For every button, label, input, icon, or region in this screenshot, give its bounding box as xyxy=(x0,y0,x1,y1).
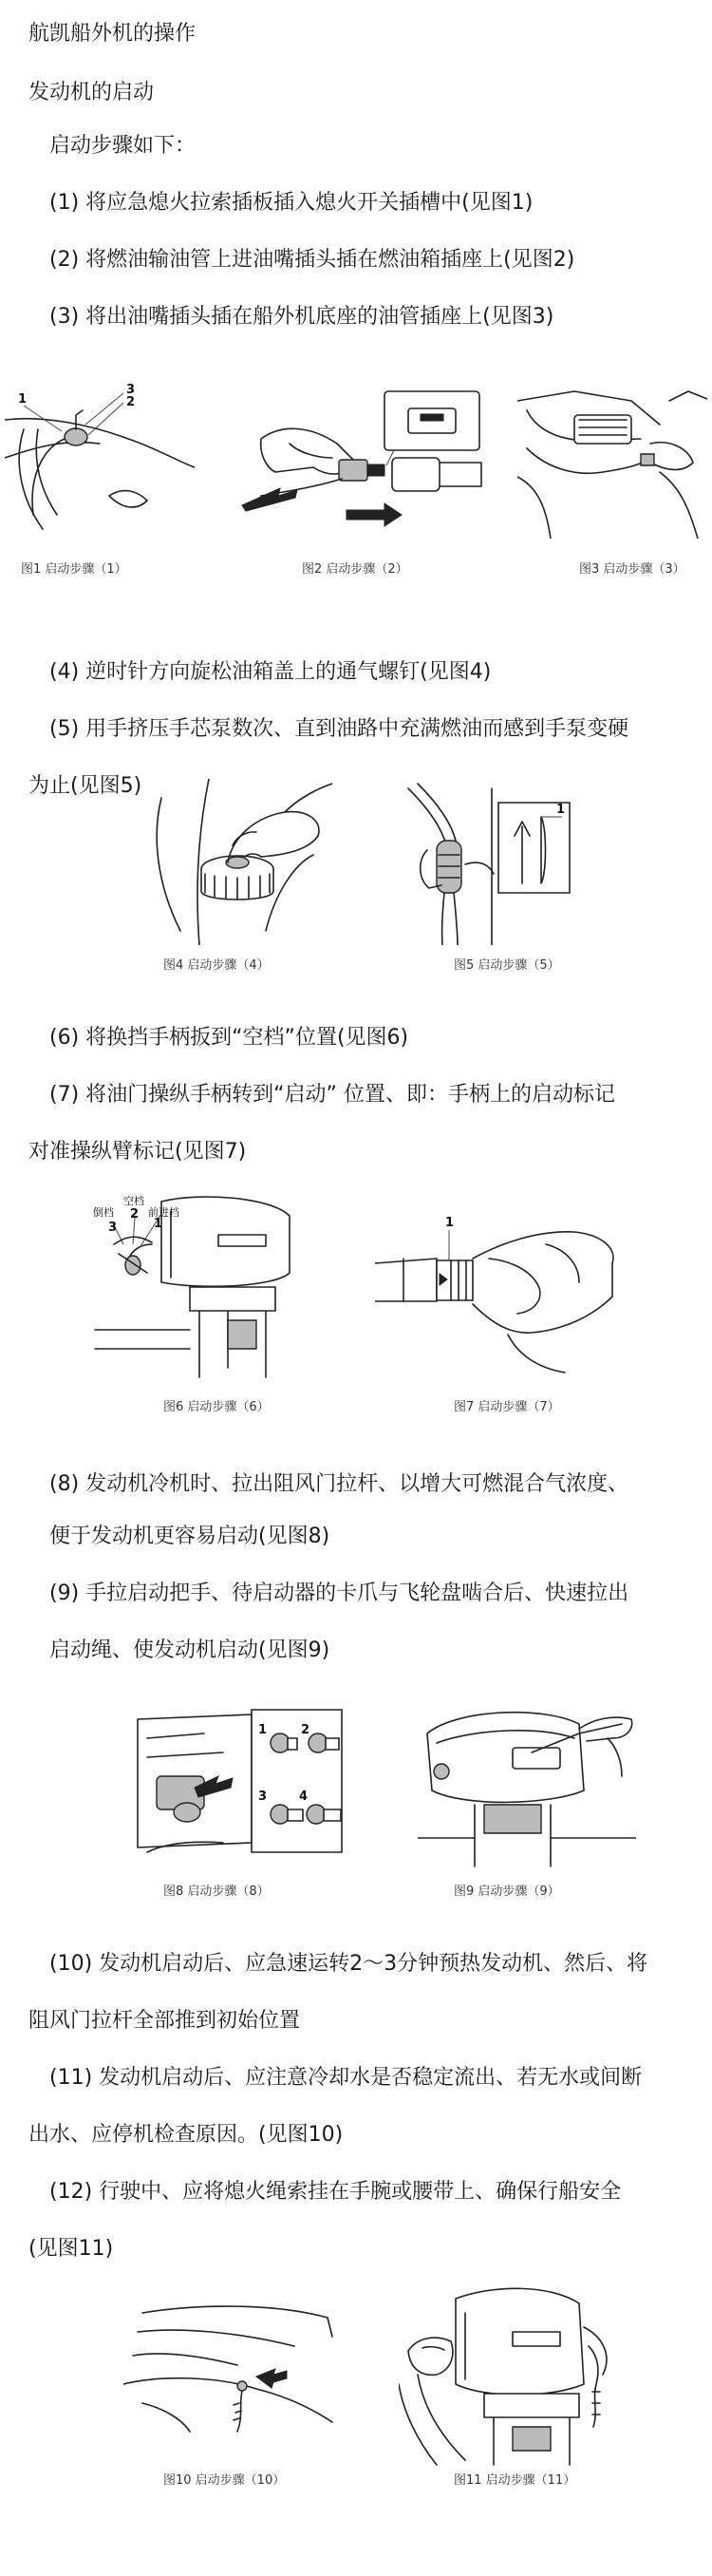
figure-7-illustration xyxy=(375,1192,622,1382)
fig7-label-1: 1 xyxy=(445,1216,455,1230)
fig6-label-neutral: 空档 xyxy=(123,1195,144,1207)
fig8-label-1: 1 xyxy=(258,1723,268,1737)
figure-1-caption: 图1 启动步骤（1） xyxy=(21,562,127,577)
figure-2-caption: 图2 启动步骤（2） xyxy=(302,562,408,577)
step-7: (7) 将油门操纵手柄转到“启动” 位置、即：手柄上的启动标记 xyxy=(49,1083,615,1107)
step-2: (2) 将燃油输油管上进油嘴插头插在燃油箱插座上(见图2) xyxy=(49,248,575,272)
figure-6-illustration xyxy=(85,1187,313,1387)
figure-9-illustration xyxy=(418,1695,636,1871)
step-11-continued: 出水、应停机检查原因。(见图10) xyxy=(28,2123,344,2147)
step-8: (8) 发动机冷机时、拉出阻风门拉杆、以增大可燃混合气浓度、 xyxy=(49,1472,629,1496)
step-10: (10) 发动机启动后、应急速运转2～3分钟预热发动机、然后、将 xyxy=(49,1952,648,1976)
figure-5-caption: 图5 启动步骤（5） xyxy=(454,958,560,973)
fig6-label-reverse: 倒档 xyxy=(93,1206,114,1219)
step-12: (12) 行驶中、应将熄火绳索挂在手腕或腰带上、确保行船安全 xyxy=(49,2180,622,2204)
figure-9-caption: 图9 启动步骤（9） xyxy=(454,1885,560,1899)
figure-4-illustration xyxy=(142,779,332,945)
fig1-label-2: 2 xyxy=(126,395,136,409)
step-3: (3) 将出油嘴插头插在船外机底座的油管插座上(见图3) xyxy=(49,305,554,329)
step-1: (1) 将应急熄火拉索插板插入熄火开关插槽中(见图1) xyxy=(49,191,534,215)
step-4: (4) 逆时针方向旋松油箱盖上的通气螺钉(见图4) xyxy=(49,660,492,684)
fig8-label-2: 2 xyxy=(301,1723,310,1737)
step-8-continued: 便于发动机更容易启动(见图8) xyxy=(49,1525,330,1548)
step-9: (9) 手拉启动把手、待启动器的卡爪与飞轮盘啮合后、快速拉出 xyxy=(49,1582,629,1605)
step-5: (5) 用手挤压手芯泵数次、直到油路中充满燃油而感到手泵变硬 xyxy=(49,717,629,741)
step-5-continued: 为止(见图5) xyxy=(28,774,142,798)
fig1-label-3: 3 xyxy=(126,383,136,397)
page-title: 航凯船外机的操作 xyxy=(28,22,197,46)
figure-8-illustration xyxy=(128,1700,347,1871)
figure-8-caption: 图8 启动步骤（8） xyxy=(163,1885,270,1899)
figure-4-caption: 图4 启动步骤（4） xyxy=(163,958,270,973)
figure-2-illustration xyxy=(233,372,498,539)
figure-11-illustration xyxy=(399,2280,636,2470)
fig6-label-1: 1 xyxy=(154,1217,163,1231)
figure-10-caption: 图10 启动步骤（10） xyxy=(163,2473,286,2488)
fig6-label-3: 3 xyxy=(108,1221,118,1235)
fig6-label-2: 2 xyxy=(130,1207,140,1222)
fig8-label-3: 3 xyxy=(258,1790,268,1804)
step-6: (6) 将换挡手柄扳到“空档”位置(见图6) xyxy=(49,1026,409,1050)
figure-1-illustration xyxy=(5,372,195,539)
fig1-label-1: 1 xyxy=(18,392,28,407)
figure-3-illustration xyxy=(517,372,707,539)
figure-7-caption: 图7 启动步骤（7） xyxy=(454,1400,560,1414)
figure-10-illustration xyxy=(123,2299,342,2465)
fig6-label-forward: 前进档 xyxy=(148,1206,179,1219)
step-11: (11) 发动机启动后、应注意冷却水是否稳定流出、若无水或间断 xyxy=(49,2066,643,2090)
figure-11-caption: 图11 启动步骤（11） xyxy=(454,2473,576,2488)
figure-3-caption: 图3 启动步骤（3） xyxy=(579,562,685,577)
intro-text: 启动步骤如下： xyxy=(49,134,197,158)
fig5-label-1: 1 xyxy=(556,803,566,817)
step-12-continued: (见图11) xyxy=(28,2237,114,2261)
fig8-label-4: 4 xyxy=(299,1790,309,1804)
figure-6-caption: 图6 启动步骤（6） xyxy=(163,1400,270,1414)
step-9-continued: 启动绳、使发动机启动(见图9) xyxy=(49,1638,330,1662)
figure-5-illustration xyxy=(399,779,589,945)
step-10-continued: 阻风门拉杆全部推到初始位置 xyxy=(28,2009,301,2033)
section-heading: 发动机的启动 xyxy=(28,81,155,104)
step-7-continued: 对准操纵臂标记(见图7) xyxy=(28,1140,247,1164)
